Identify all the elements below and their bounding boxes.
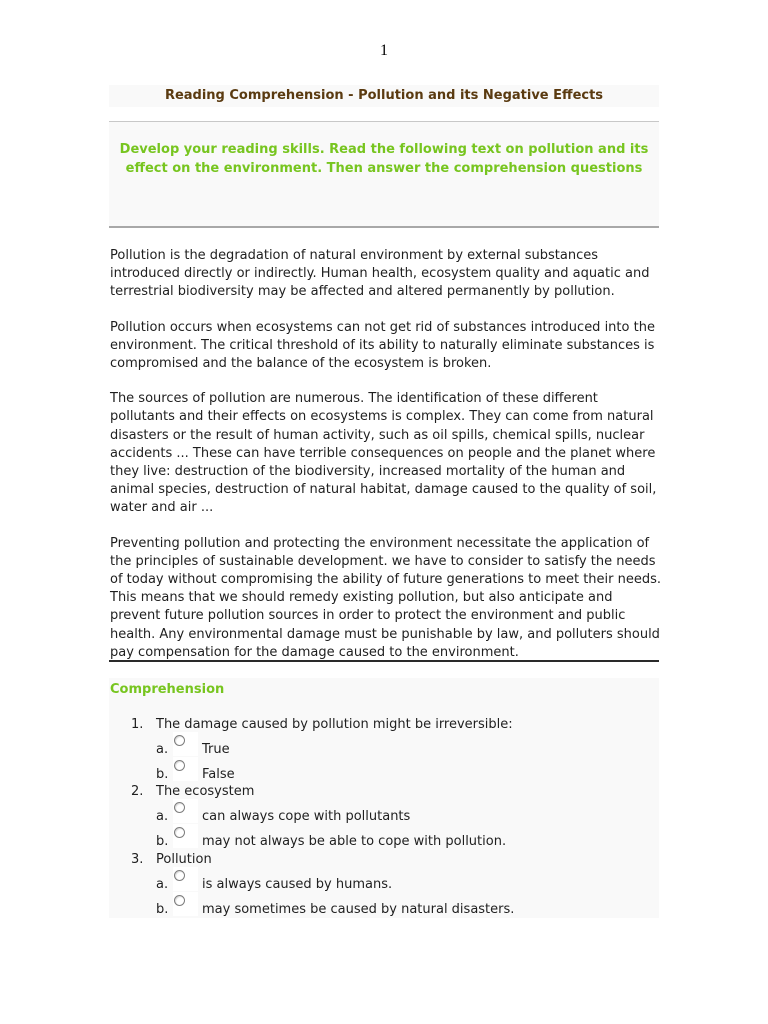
option-letter: b.: [156, 902, 169, 917]
radio-button[interactable]: [174, 895, 185, 906]
comprehension-heading: Comprehension: [110, 682, 225, 697]
page-title: Reading Comprehension - Pollution and its Negative Effects: [109, 85, 659, 107]
divider: [109, 660, 659, 662]
question-2: [131, 784, 254, 799]
option-letter: b.: [156, 767, 169, 782]
option-text: may sometimes be caused by natural disasters.: [202, 902, 515, 917]
paragraph: Pollution is the degradation of natural environment by external substances introduced directly or indirectly. Human health, ecosystem quality and aquatic and terrestrial biodiversity may be affected and altered permanently by pollution.: [110, 248, 650, 300]
paragraph: Pollution occurs when ecosystems can not get rid of substances introduced into the environment. The critical threshold of its ability to naturally eliminate substances is compromised and the balance of the ecosystem is broken.: [110, 319, 655, 372]
radio-button[interactable]: [174, 735, 185, 746]
question-number: 2.: [131, 784, 144, 799]
question-number: 1.: [131, 717, 144, 732]
option-text: False: [202, 767, 235, 782]
question-text: Pollution: [156, 852, 212, 867]
radio-button[interactable]: [174, 827, 185, 838]
option-letter: a.: [156, 877, 169, 892]
intro-box: [109, 121, 659, 228]
option-letter: b.: [156, 834, 169, 849]
option-text: is always caused by humans.: [202, 877, 393, 892]
paragraph: Preventing pollution and protecting the environment necessitate the application of the principles of sustainable development. we have to consider to satisfy the needs of today without compromising the ability of future generations to meet their needs. This means that we should remedy existing pollution, but also anticipate and prevent future pollution sources in order to protect the environment and public health. Any environmental damage must be punishable by law, and polluters should pay compensation for the damage caused to the environment.: [110, 535, 662, 660]
radio-button[interactable]: [174, 802, 185, 813]
option-letter: a.: [156, 809, 169, 824]
radio-button[interactable]: [174, 760, 185, 771]
option-text: True: [202, 742, 230, 757]
question-1: [131, 717, 513, 732]
comprehension-section: [109, 678, 659, 918]
option-text: can always cope with pollutants: [202, 809, 411, 824]
option-text: may not always be able to cope with pollution.: [202, 834, 507, 849]
question-text: The damage caused by pollution might be irreversible:: [156, 717, 513, 732]
paragraph: The sources of pollution are numerous. The identification of these different pollutants and their effects on ecosystems is complex. They can come from natural disasters or the result of human activity, such as oil spills, chemical spills, nuclear accidents ... These can have terrible consequences on people and the planet where they live: destruction of the biodiversity, increased mortality of the human and animal species, destruction of natural habitat, damage caused to the quality of soil, water and air ...: [110, 391, 657, 516]
question-number: 3.: [131, 852, 144, 867]
intro-text: Develop your reading skills. Read the following text on pollution and its effect on the environment. Then answer the comprehension questions: [119, 142, 649, 176]
radio-button[interactable]: [174, 870, 185, 881]
question-3: [131, 852, 212, 867]
option-letter: a.: [156, 742, 169, 757]
question-text: The ecosystem: [156, 784, 255, 799]
article-text: [110, 247, 662, 662]
page-number: 1: [380, 42, 388, 59]
